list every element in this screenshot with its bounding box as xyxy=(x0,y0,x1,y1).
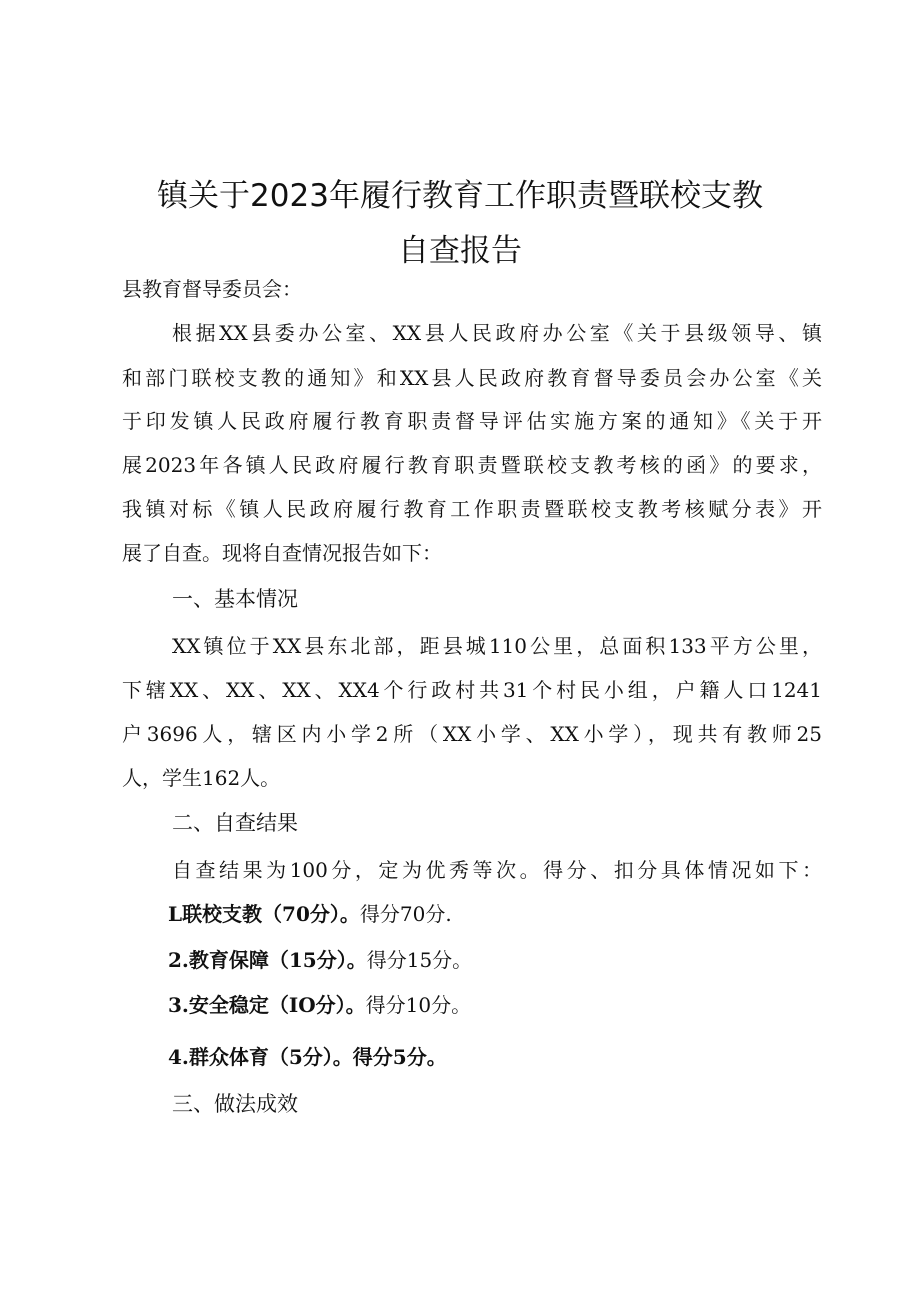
intro-line-6: 展了自查。现将自查情况报告如下： xyxy=(122,541,442,565)
score-item-3-label: 3.安全稳定（IO分）。 xyxy=(168,993,366,1017)
score-item-3 xyxy=(168,991,471,1019)
document-title-line-2: 自查报告 xyxy=(398,233,522,269)
salutation: 县教育督导委员会： xyxy=(122,277,302,301)
score-item-1 xyxy=(168,900,452,928)
section-2-heading: 二、自查结果 xyxy=(172,811,298,835)
section-2-intro: 自查结果为100分，定为优秀等次。得分、扣分具体情况如下： xyxy=(172,858,822,882)
score-item-3-text: 得分10分。 xyxy=(365,993,472,1017)
score-item-2-label: 2.教育保障（15分）。 xyxy=(168,948,367,972)
section-1-line-3: 户3696人，辖区内小学2所（XX小学、XX小学），现共有教师25 xyxy=(122,722,822,746)
score-item-4-label: 4.群众体育（5分）。 xyxy=(168,1045,353,1069)
score-item-4-text: 得分5分。 xyxy=(352,1045,447,1069)
score-item-2 xyxy=(168,946,472,974)
section-1-line-1: XX镇位于XX县东北部，距县城110公里，总面积133平方公里， xyxy=(172,634,822,658)
intro-line-2: 和部门联校支教的通知》和XX县人民政府教育督导委员会办公室《关 xyxy=(122,366,822,390)
intro-line-5: 我镇对标《镇人民政府履行教育工作职责暨联校支教考核赋分表》开 xyxy=(122,497,822,521)
intro-line-3: 于印发镇人民政府履行教育职责督导评估实施方案的通知》《关于开 xyxy=(122,409,822,433)
section-1-line-4: 人，学生162人。 xyxy=(122,766,281,790)
section-1-heading: 一、基本情况 xyxy=(172,587,298,611)
document-title-line-1: 镇关于2023年履行教育工作职责暨联校支教 xyxy=(157,178,763,214)
section-1-line-2: 下辖XX、XX、XX、XX4个行政村共31个村民小组，户籍人口1241 xyxy=(122,678,822,702)
score-item-1-text: 得分70分. xyxy=(359,902,452,926)
score-item-4 xyxy=(168,1043,447,1071)
score-item-2-text: 得分15分。 xyxy=(366,948,473,972)
intro-line-4: 展2023年各镇人民政府履行教育职责暨联校支教考核的函》的要求， xyxy=(122,453,822,477)
section-3-heading: 三、做法成效 xyxy=(172,1092,298,1116)
intro-line-1: 根据XX县委办公室、XX县人民政府办公室《关于县级领导、镇 xyxy=(172,321,822,345)
score-item-1-label: L联校支教（70分）。 xyxy=(168,902,360,926)
